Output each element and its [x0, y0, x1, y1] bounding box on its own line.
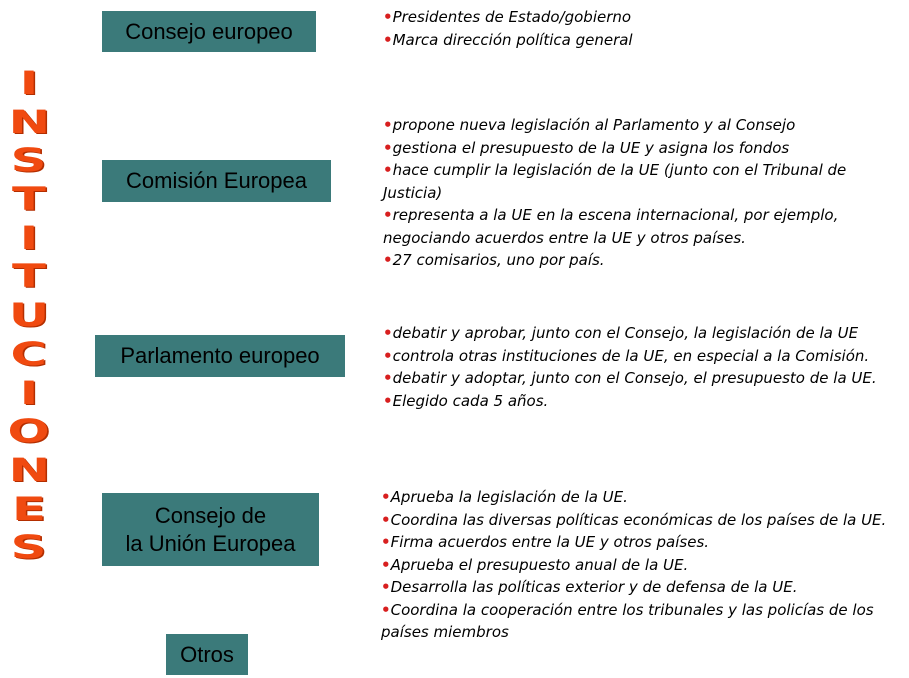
list-item: •Aprueba el presupuesto anual de la UE.: [381, 555, 689, 574]
title-letter: E: [12, 489, 46, 528]
box-label: Comisión Europea: [126, 168, 307, 193]
bullet-icon: •: [381, 533, 391, 551]
list-item: •representa a la UE en la escena internacional, por ejemplo, negociando acuerdos entre la UE y otros países.: [383, 206, 839, 247]
consejo-ue-box: [102, 493, 319, 566]
comision-europea-box: [102, 160, 331, 202]
title-letter: T: [12, 180, 46, 219]
title-letter: I: [19, 373, 39, 412]
bullet-icon: •: [381, 600, 391, 619]
list-item: •debatir y adoptar, junto con el Consejo, el presupuesto de la UE.: [383, 369, 877, 387]
consejo-europeo-list: [383, 6, 903, 51]
bullet-icon: •: [381, 488, 391, 506]
list-item: •gestiona el presupuesto de la UE y asigna los fondos: [383, 138, 790, 157]
list-item: •Elegido cada 5 años.: [383, 391, 549, 410]
bullet-icon: •: [383, 30, 393, 49]
bullet-icon: •: [383, 346, 393, 365]
bullet-icon: •: [383, 391, 393, 410]
otros-box: [166, 634, 248, 675]
box-label: Parlamento europeo: [120, 343, 320, 368]
bullet-icon: •: [381, 555, 391, 574]
bullet-icon: •: [383, 251, 393, 269]
box-label-line-2: la Unión Europea: [125, 530, 296, 556]
bullet-icon: •: [383, 116, 393, 134]
list-item: •propone nueva legislación al Parlamento y al Consejo: [383, 116, 796, 134]
title-letter: N: [8, 102, 50, 141]
bullet-icon: •: [383, 8, 393, 26]
bullet-icon: •: [381, 578, 391, 596]
comision-europea-list: [383, 114, 853, 272]
bullet-icon: •: [383, 324, 393, 342]
title-letter: U: [8, 296, 50, 335]
vertical-title-instituciones: [0, 64, 58, 567]
list-item: •27 comisarios, uno por país.: [383, 251, 605, 269]
parlamento-europeo-box: [95, 335, 345, 377]
title-letter: N: [8, 450, 50, 489]
title-letter: O: [7, 412, 51, 451]
title-letter: T: [12, 257, 46, 296]
bullet-icon: •: [383, 138, 393, 157]
list-item: •Desarrolla las políticas exterior y de defensa de la UE.: [381, 578, 798, 596]
list-item: •controla otras instituciones de la UE, en especial a la Comisión.: [383, 346, 870, 365]
parlamento-europeo-list: [383, 322, 903, 412]
consejo-ue-list: [381, 486, 891, 644]
list-item: •Presidentes de Estado/gobierno: [383, 8, 632, 26]
bullet-icon: •: [381, 510, 391, 529]
box-label: Consejo europeo: [125, 18, 293, 44]
list-item: •debatir y aprobar, junto con el Consejo, la legislación de la UE: [383, 324, 859, 342]
bullet-icon: •: [383, 369, 393, 387]
title-letter: S: [11, 528, 47, 567]
list-item: •Firma acuerdos entre la UE y otros países.: [381, 533, 710, 551]
list-item: •hace cumplir la legislación de la UE (junto con el Tribunal de Justicia): [383, 161, 847, 202]
box-label: Otros: [180, 641, 234, 667]
list-item: •Aprueba la legislación de la UE.: [381, 488, 628, 506]
bullet-icon: •: [383, 206, 393, 224]
consejo-europeo-box: [102, 11, 316, 52]
list-item: •Coordina la cooperación entre los tribunales y las policías de los países miembros: [381, 600, 874, 641]
title-letter: I: [19, 218, 39, 257]
title-letter: I: [19, 64, 39, 102]
bullet-icon: •: [383, 161, 393, 179]
box-label-line-1: Consejo de: [154, 502, 267, 528]
title-letter: C: [10, 334, 48, 373]
list-item: •Coordina las diversas políticas económicas de los países de la UE.: [381, 510, 887, 529]
list-item: •Marca dirección política general: [383, 30, 633, 49]
title-letter: S: [11, 141, 47, 180]
